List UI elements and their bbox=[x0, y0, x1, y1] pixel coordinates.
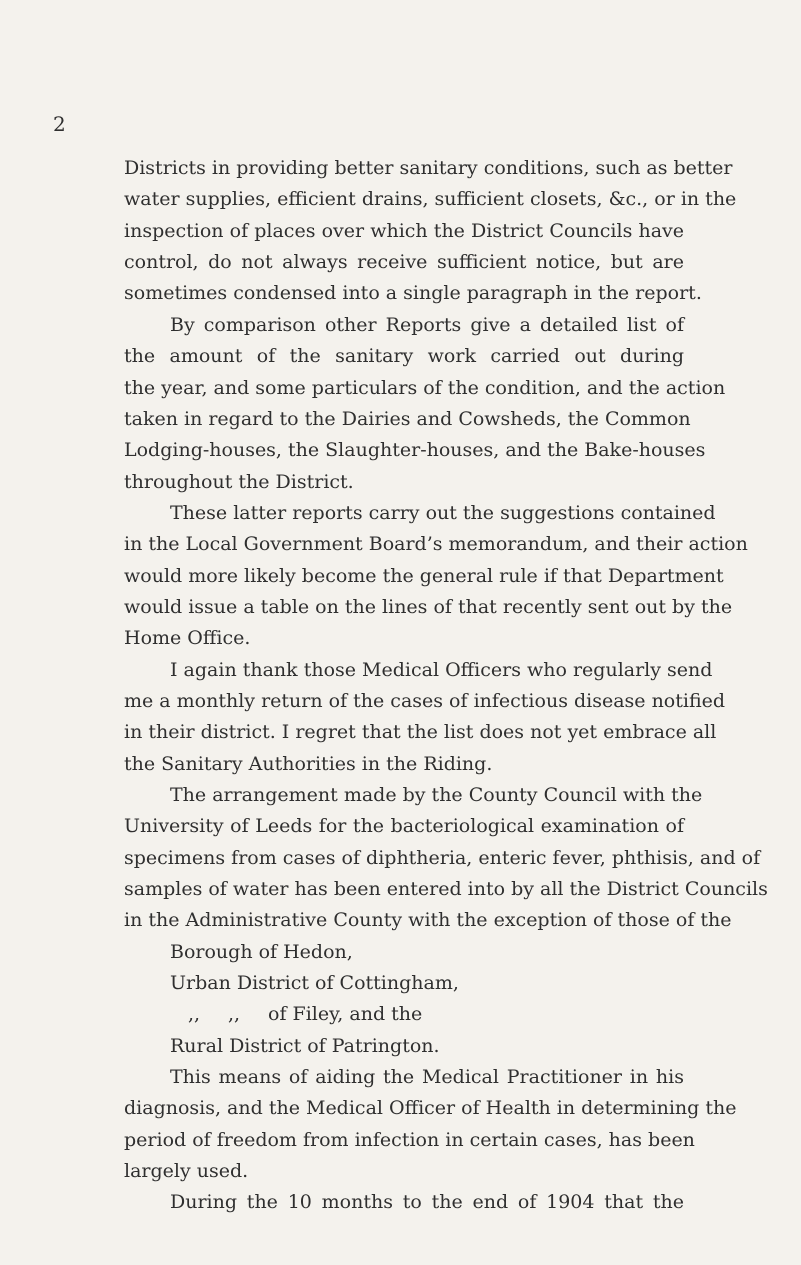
text-line: would issue a table on the lines of that recently sent out by the bbox=[124, 596, 733, 618]
text-line: the amount of the sanitary work carried out during bbox=[124, 345, 684, 367]
text-line: By comparison other Reports give a detailed list of bbox=[170, 314, 684, 336]
text-line: diagnosis, and the Medical Officer of Health in determining the bbox=[124, 1097, 737, 1119]
text-line: During the 10 months to the end of 1904 that the bbox=[170, 1191, 684, 1213]
text-line: throughout the District. bbox=[124, 471, 354, 493]
text-line: The arrangement made by the County Council with the bbox=[170, 784, 703, 806]
text-line: period of freedom from infection in certain cases, has been bbox=[124, 1129, 695, 1151]
page-number: 2 bbox=[53, 112, 66, 136]
ditto-mark: ,, bbox=[188, 1003, 201, 1025]
text-line: inspection of places over which the District Councils have bbox=[124, 220, 684, 242]
text-line: taken in regard to the Dairies and Cowsheds, the Common bbox=[124, 408, 691, 430]
text-line: the year, and some particulars of the condition, and the action bbox=[124, 377, 726, 399]
list-item-text: of Filey, and the bbox=[268, 1003, 423, 1025]
text-line: largely used. bbox=[124, 1160, 249, 1182]
text-line: me a monthly return of the cases of infectious disease notified bbox=[124, 690, 726, 712]
text-line: the Sanitary Authorities in the Riding. bbox=[124, 753, 493, 775]
text-line: specimens from cases of diphtheria, enteric fever, phthisis, and of bbox=[124, 847, 761, 869]
text-line: These latter reports carry out the suggestions contained bbox=[170, 502, 716, 524]
list-item: Urban District of Cottingham, bbox=[170, 972, 459, 994]
text-line: This means of aiding the Medical Practitioner in his bbox=[170, 1066, 684, 1088]
text-line: in the Administrative County with the exception of those of the bbox=[124, 909, 732, 931]
text-line: Lodging-houses, the Slaughter-houses, and the Bake-houses bbox=[124, 439, 706, 461]
list-item: Rural District of Patrington. bbox=[170, 1035, 440, 1057]
text-line: in their district. I regret that the list does not yet embrace all bbox=[124, 721, 717, 743]
text-line: in the Local Government Board’s memorandum, and their action bbox=[124, 533, 748, 555]
text-line: I again thank those Medical Officers who regularly send bbox=[170, 659, 713, 681]
text-line: samples of water has been entered into by all the District Councils bbox=[124, 878, 768, 900]
text-line: would more likely become the general rule if that Department bbox=[124, 565, 724, 587]
ditto-mark: ,, bbox=[228, 1003, 241, 1025]
text-line: sometimes condensed into a single paragraph in the report. bbox=[124, 282, 702, 304]
list-item bbox=[188, 999, 422, 1030]
text-line: Home Office. bbox=[124, 627, 251, 649]
text-line: University of Leeds for the bacteriological examination of bbox=[124, 815, 684, 837]
text-line: control, do not always receive sufficient notice, but are bbox=[124, 251, 684, 273]
text-line: water supplies, efficient drains, sufficient closets, &c., or in the bbox=[124, 188, 737, 210]
list-item: Borough of Hedon, bbox=[170, 941, 353, 963]
text-line: Districts in providing better sanitary conditions, such as better bbox=[124, 157, 733, 179]
